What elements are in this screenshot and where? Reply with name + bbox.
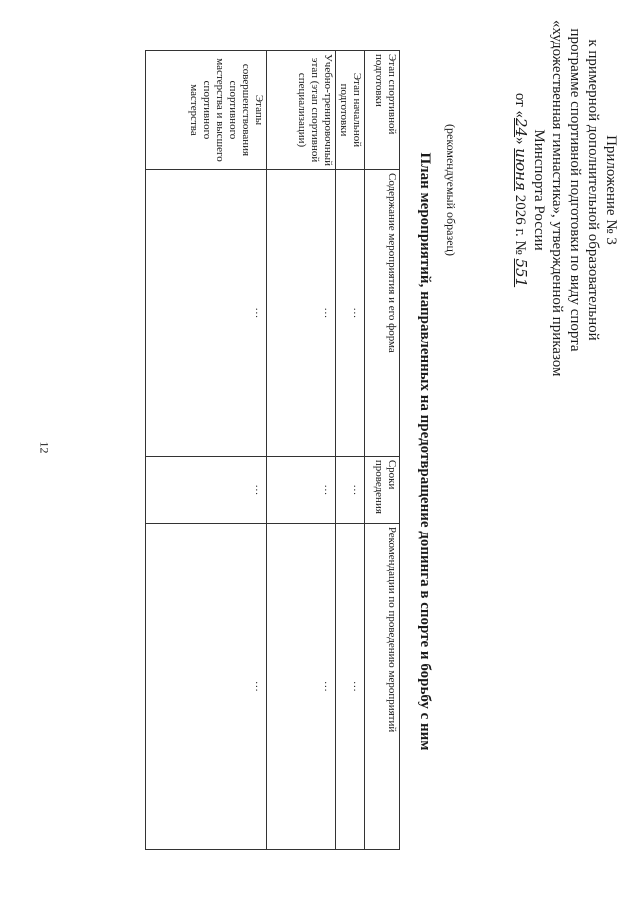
date-prefix: от « [512, 92, 528, 118]
row-recommendations: … [146, 523, 267, 849]
appendix-line-3: программе спортивной подготовки по виду спорта [567, 28, 583, 352]
date-mid: » [512, 137, 528, 145]
date-day-handwritten: 24 [512, 117, 530, 138]
page-number: 12 [37, 441, 52, 454]
header-content: Содержание мероприятия и его форма [365, 170, 400, 457]
header-timing: Сроки проведения [365, 456, 400, 523]
table-header-row [365, 51, 400, 850]
row-stage: Этапы совершенствования спортивного мастерства и высшего спортивного мастерства [146, 51, 267, 170]
row-timing: … [146, 456, 267, 523]
header-stage: Этап спортивной подготовки [365, 51, 400, 170]
appendix-header [511, 20, 620, 377]
table-row [336, 51, 365, 850]
date-month-handwritten: июня [512, 148, 530, 191]
plan-title: План мероприятий, направленных на предотвращение допинга в спорте и борьбу с ним [417, 152, 433, 751]
row-recommendations: … [267, 523, 336, 849]
appendix-line-2: к примерной дополнительной образовательной [585, 39, 601, 341]
plan-table [145, 50, 400, 850]
row-timing: … [336, 456, 365, 523]
appendix-title: Приложение № 3 [603, 135, 619, 245]
row-timing: … [267, 456, 336, 523]
table-row [267, 51, 336, 850]
appendix-line-4: «художественная гимнастика», утвержденной приказом [549, 20, 565, 377]
row-content: … [336, 170, 365, 457]
date-year: 2026 г. № [512, 194, 528, 255]
row-stage: Учебно-тренировочный этап (этап спортивной специализации) [267, 51, 336, 170]
header-recommendations: Рекомендации по проведению мероприятий [365, 523, 400, 849]
order-number-handwritten: 551 [512, 258, 530, 288]
sample-note: (рекомендуемый образец) [444, 124, 458, 256]
row-content: … [267, 170, 336, 457]
appendix-line-5: Минспорта России [531, 129, 547, 251]
row-recommendations: … [336, 523, 365, 849]
row-content: … [146, 170, 267, 457]
row-stage: Этап начальной подготовки [336, 51, 365, 170]
order-date-line [511, 20, 530, 360]
table-row [146, 51, 267, 850]
